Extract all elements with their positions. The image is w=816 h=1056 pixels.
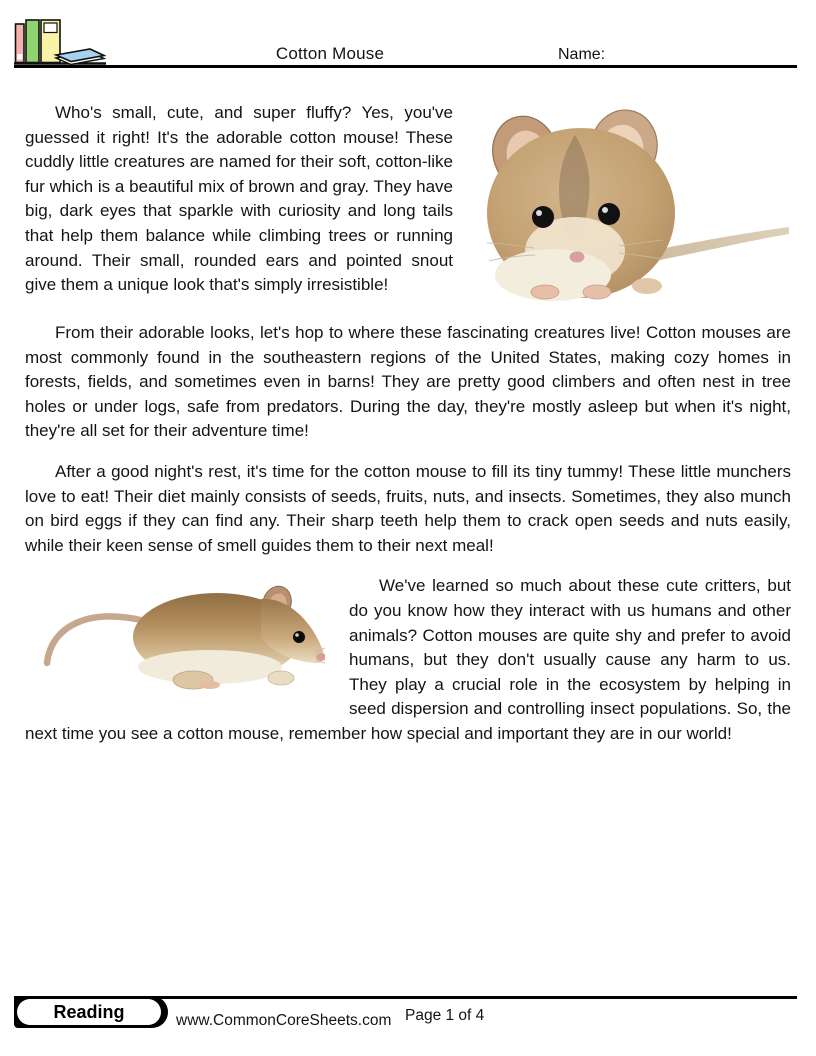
name-label: Name: (558, 46, 606, 63)
page-title: Cotton Mouse (275, 44, 385, 63)
paragraph-section-1 (25, 101, 791, 305)
paragraph-text-3: After a good night's rest, it's time for the cotton mouse to fill its tiny tummy! These little munchers love to eat! Their diet mainly consists of seeds, fruits, nuts, and insects. Sometimes, they also munch on bird eggs if they can find any. Their sharp teeth help them to crack open seeds and nuts easily, while their keen sense of smell guides them to their next meal! (25, 461, 791, 555)
website-url: www.CommonCoreSheets.com (176, 1012, 392, 1029)
paragraph-text-4: We've learned so much about these cute critters, but do you know how they interact with us humans and other animals? Cotton mouses are quite shy and prefer to avoid humans, but they don't usually cause any harm to us. They play a crucial role in the ecosystem by helping in seed dispersion and controlling insect populations. So, the next time you see a cotton mouse, remember how special and important they are in our world! (25, 576, 791, 743)
paragraph-text-1: Who's small, cute, and super fluffy? Yes, you've guessed it right! It's the adorable cotton mouse! These cuddly little creatures are named for their soft, cotton-like fur which is a beautiful mix of brown and gray. They have big, dark eyes that sparkle with curiosity and long tails that help them balance while climbing trees or running around. Their small, rounded ears and pointed snout give them a unique look that's simply irresistible! (25, 103, 453, 295)
cotton-mouse-front-photo (479, 103, 791, 301)
cotton-mouse-side-photo (25, 577, 325, 699)
paragraph-section-2 (25, 321, 791, 444)
books-icon (14, 13, 106, 65)
reading-badge-label: Reading (17, 999, 161, 1025)
paragraph-text-2: From their adorable looks, let's hop to where these fascinating creatures live! Cotton mouses are most commonly found in the southeastern regions of the United States, making cozy homes in forests, fields, and sometimes even in barns! They are pretty good climbers and often nest in tree holes or under logs, safe from predators. During the day, they're mostly asleep but when it's night, they're all set for their adventure time! (25, 323, 791, 441)
header-divider (14, 65, 797, 68)
reading-category-badge (14, 996, 168, 1028)
page-number: Page 1 of 4 (405, 1007, 485, 1024)
paragraph-section-3 (25, 460, 791, 558)
article-body (25, 101, 791, 747)
paragraph-section-4 (25, 574, 791, 746)
